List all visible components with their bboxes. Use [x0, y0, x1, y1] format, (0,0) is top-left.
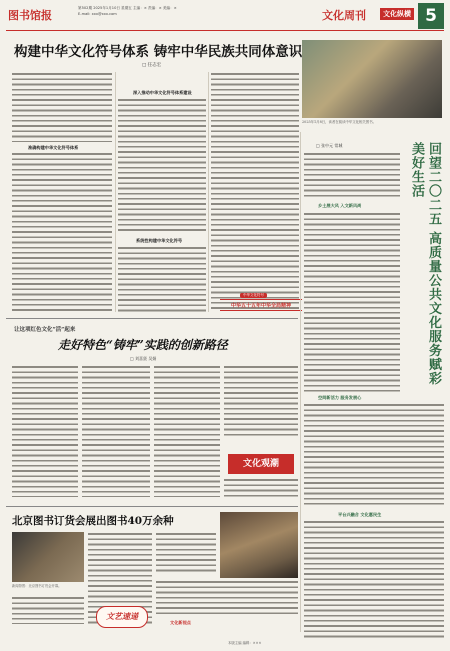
reading-room-photo [220, 512, 298, 578]
lead-subhead-2: 系统性构建中华文化符号 [136, 238, 183, 243]
col-divider [300, 132, 301, 632]
bottom-text-1 [12, 596, 84, 624]
email-line: E-mail: xxx@xxx.com [78, 12, 117, 16]
right-subhead-2: 空间新活力 服务发展心 [318, 395, 362, 400]
feature-text-5 [224, 478, 298, 497]
literary-stamp [96, 606, 148, 628]
feature-text-3 [154, 365, 220, 497]
issue-line: 第502期 2025年1月10日 星期五 主编：× 责编：× 美编：× [78, 6, 177, 10]
feature-text-4 [224, 365, 298, 439]
bottom-text-4 [156, 580, 298, 614]
right-subhead-1: 乡土展大风 入文新风尚 [318, 203, 362, 208]
lead-text-col1b [12, 152, 112, 314]
right-text-2 [304, 212, 400, 392]
section-sub: 文化纵横 [380, 8, 414, 20]
lead-text-col2b [118, 246, 206, 314]
reading-photo [302, 40, 442, 118]
banner [220, 293, 302, 312]
book-fair-photo [12, 532, 84, 582]
masthead-rule [6, 30, 444, 31]
right-subhead-3: 平台兴融合 文化惠民生 [338, 512, 382, 517]
lead-headline: 构建中华文化符号体系 铸牢中华民族共同体意识 [14, 44, 303, 60]
right-text-3 [304, 403, 444, 508]
right-text-4 [304, 520, 444, 638]
stamp-text: 文艺速递 [106, 611, 138, 621]
culture-tag-text: 文化观潮 [242, 459, 279, 469]
lead-text-col2 [118, 98, 206, 233]
feature-text-2 [82, 365, 150, 497]
lead-byline: □ 任志宏 [142, 63, 162, 68]
vertical-title [408, 142, 444, 392]
page-number: 5 [418, 3, 444, 29]
photo-caption: 2025年1月8日，读者在阅读中华文化相关图书。 [302, 120, 376, 124]
newspaper-logo: 图书馆报 [8, 9, 52, 22]
footer-credit: 本版主编 编辑：××× [228, 641, 262, 645]
feature-headline: 走好特色“铸牢”实践的创新路径 [58, 338, 228, 352]
banner-label: 中华文化符号 [240, 293, 267, 298]
book-fair-caption: 新闻背景：北京图书订货会开幕。 [12, 584, 62, 588]
col-divider [208, 72, 209, 312]
section-title: 文化周刊 [322, 9, 366, 22]
right-text-1 [304, 152, 400, 200]
small-headline: 文化新视点 [170, 620, 191, 625]
lead-text-col3 [211, 72, 299, 310]
bottom-text-3 [156, 532, 216, 572]
right-byline: □ 张中元 常城 [316, 143, 343, 148]
lead-subhead-3: 准确构建中华文化符号体系 [28, 145, 79, 150]
feature-kicker: 让这项红色文化“活”起来 [14, 327, 76, 333]
banner-text: 中华五十五年中华全局精神 [220, 299, 302, 311]
lead-text-col1 [12, 72, 112, 142]
vertical-title-text: 回望二〇二五 高质量公共文化服务赋彩美好生活 [409, 142, 441, 386]
bottom-headline: 北京图书订货会展出图书40万余种 [12, 515, 174, 527]
culture-tag [228, 454, 294, 474]
section-rule [6, 318, 298, 319]
feature-byline: □ 刘喜贤 吴娟 [130, 356, 157, 361]
masthead [0, 0, 450, 32]
lead-subhead-1: 深入推动中华文化符号体系建设 [133, 90, 192, 95]
col-divider [115, 72, 116, 312]
feature-text-1 [12, 365, 78, 497]
section-rule [6, 506, 298, 507]
